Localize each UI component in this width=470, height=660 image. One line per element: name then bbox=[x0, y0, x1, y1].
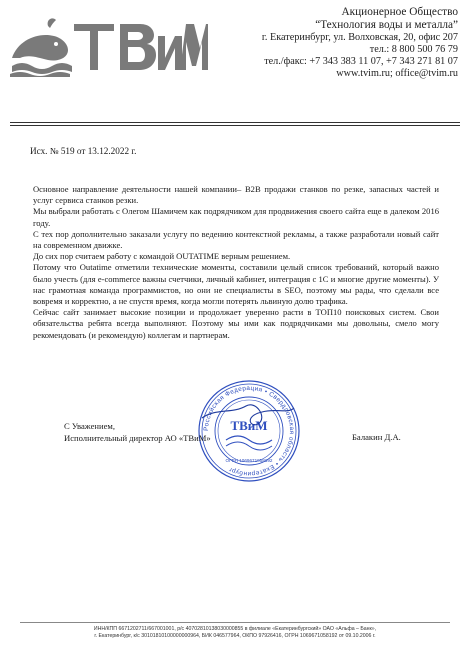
bank-details-footer bbox=[20, 626, 450, 640]
closing-greeting: С Уважением, bbox=[64, 421, 115, 431]
paragraph: Мы выбрали работать с Олегом Шамичем как подрядчиком для продвижения своего сайта еще в далеком 2016 году. bbox=[33, 206, 439, 228]
paragraph: Потому что Outatime отметили технические моменты, составили целый список требований, который важно было учесть (для e-commerce важны счетчики, личный кабинет, интеграция с 1С и многие другие моменты). У нас грамотная команда программистов, но они не специалисты в SEO, поэтому мы рады, что сделали все вовремя и корректно, а не спустя время, когда могли потерять львиную долю трафика. bbox=[33, 262, 439, 307]
header-divider-thin bbox=[10, 125, 460, 126]
company-web[interactable]: www.tvim.ru; office@tvim.ru bbox=[336, 68, 458, 79]
header-divider bbox=[10, 122, 460, 123]
footer-divider bbox=[20, 622, 450, 623]
company-name: “Технология воды и металла” bbox=[315, 19, 458, 31]
letter-body bbox=[33, 184, 439, 341]
footer-line: г. Екатеринбург, к/с 30101810100000000964, БИК 046577964, ОКПО 97926416, ОГРН 1069671058192 от 09.10.2006 г. bbox=[94, 633, 376, 639]
signer-position: Исполнительный директор АО «ТВиМ» bbox=[64, 432, 211, 443]
seal-ring-text: Российская Федерация • Свердловская область • Екатеринбург bbox=[202, 384, 296, 478]
company-type: Акционерное Общество bbox=[341, 6, 458, 18]
signer-name: Балакин Д.А. bbox=[352, 432, 401, 442]
seal-ogrn: ОГРН 1069671058192 bbox=[225, 458, 273, 463]
company-logo bbox=[8, 14, 208, 78]
company-seal bbox=[196, 378, 302, 484]
paragraph: С тех пор дополнительно заказали услугу по ведению контекстной рекламы, а также разработали новый сайт на современном движке. bbox=[33, 228, 439, 251]
paragraph: Основное направление деятельности нашей компании– B2B продажи станков по резке, запасных частей и услуг сервиса станков резки. bbox=[33, 184, 439, 206]
company-fax: тел./факс: +7 343 383 11 07, +7 343 271 81 07 bbox=[264, 56, 458, 67]
company-details bbox=[208, 6, 458, 80]
company-address: г. Екатеринбург, ул. Волховская, 20, офис 207 bbox=[261, 32, 458, 43]
company-phone: тел.: 8 800 500 76 79 bbox=[369, 44, 458, 55]
outgoing-reference: Исх. № 519 от 13.12.2022 г. bbox=[30, 146, 137, 156]
seal-center-text: ТВиМ bbox=[230, 418, 268, 433]
paragraph: Сейчас сайт занимает высокие позиции и продолжает уверенно расти в ТОП10 поисковых систем. Свои обязательства ребята всегда выполняют. Поэтому мы ими как подрядчиками мы довольны, смело могу рекомендовать (и рекомендую) коллегам и партнерам. bbox=[33, 307, 439, 340]
signature-block bbox=[64, 421, 211, 444]
paragraph: До сих пор считаем работу с командой OUTATIME верным решением. bbox=[33, 251, 291, 262]
footer-line: ИНН/КПП 6671202711/667001001, р/с 40702810138030000855 в филиале «Екатеринбургский» ОАО «Альфа – Банк», bbox=[93, 626, 377, 632]
